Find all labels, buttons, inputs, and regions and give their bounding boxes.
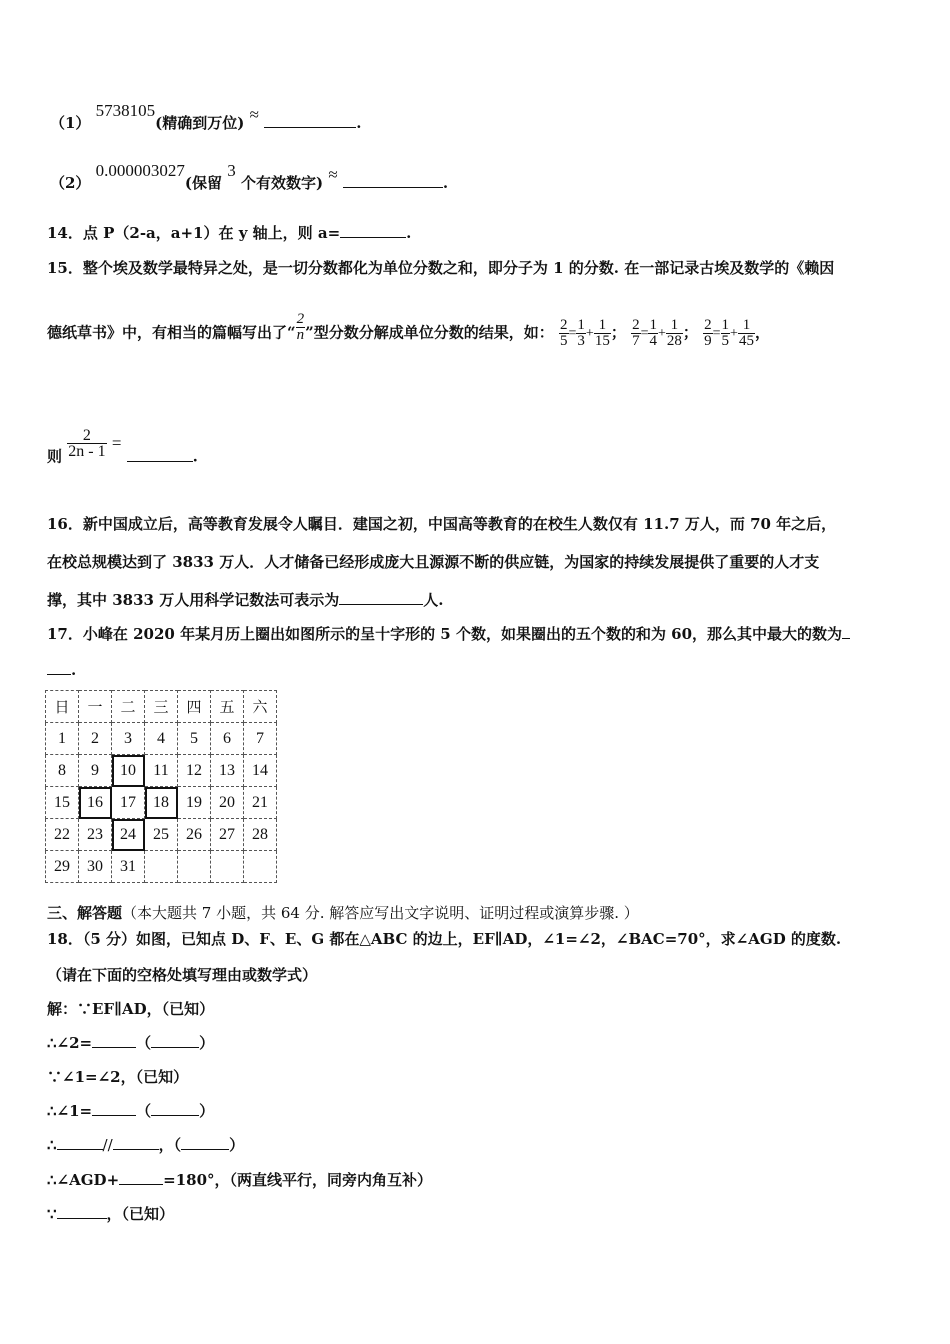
calendar-day: 27 [211,819,244,851]
reason-blank[interactable] [151,1101,199,1116]
section3-heading: 三、解答题（本大题共 7 小题，共 64 分. 解答应写出文字说明、证明过程或演算步骤. ） [47,904,639,922]
q16-line1: 16．新中国成立后，高等教育发展令人瞩目．建国之初，中国高等教育的在校生人数仅有 11.7 万人，而 70 年之后， [47,515,837,533]
q16-line2: 在校总规模达到了 3833 万人．人才储备已经形成庞大且源源不断的供应链，为国家的持续发展提供了重要的人才支 [47,553,820,571]
example-2: $\frac{2}{7}$ = $\frac{1}{4}$ + $\frac{1}{28}$ [632,317,682,349]
calendar-day: 2 [79,723,112,755]
calendar-day: 12 [178,755,211,787]
calendar-day-circled: 24 [112,819,145,851]
calendar-day: 21 [244,787,277,819]
q14: 14．点 P（2-a，a+1）在 y 轴上，则 a= . [47,224,412,242]
q13-number-2: 0.000003027 [95,161,185,180]
calendar-day: 8 [46,755,79,787]
reason-blank[interactable] [181,1135,229,1150]
answer-blank[interactable] [339,590,423,605]
calendar-day: 1 [46,723,79,755]
calendar-row [46,723,277,755]
calendar-day: 19 [178,787,211,819]
calendar-day: 5 [178,723,211,755]
example-3: $\frac{2}{9}$ = $\frac{1}{5}$ + $\frac{1}{45}$ [704,317,754,349]
answer-blank[interactable] [842,624,850,639]
fraction-2-over-n: $\frac{2}{n}$ [296,311,305,343]
calendar-row [46,851,277,883]
q18-step4: ∴∠1= （ ） [47,1102,215,1120]
answer-blank[interactable] [57,1135,103,1150]
answer-blank[interactable] [343,173,443,188]
q15-line1: 15．整个埃及数学最特异之处，是一切分数都化为单位分数之和，即分子为 1 的分数. 在一部记录古埃及数学的《赖因 [47,259,835,277]
answer-blank[interactable] [92,1101,136,1116]
calendar-day: 22 [46,819,79,851]
q18-step3: ∵∠1=∠2，（已知） [47,1068,189,1086]
calendar-row [46,787,277,819]
calendar-day: 4 [145,723,178,755]
calendar-day: 13 [211,755,244,787]
q16-line3: 撑，其中 3833 万人用科学记数法可表示为 人. [47,591,444,609]
q15-line2: 德纸草书》中，有相当的篇幅写出了“ $\frac{2}{n}$ ”型分数分解成单位分数的结果，如： $\frac{2}{5}$ = $\frac{1}{3}$ + $\frac{1}{15}$ ； $\frac{2}{7}$ = $\frac{1}{4}$ + $\frac{1}{28}$ ； $\frac{2}{9}$ = $\frac{1}{5}$ + $\frac{1}{45}$ ， [47,311,770,349]
calendar-day [178,851,211,883]
calendar-day: 15 [46,787,79,819]
q18-step2: ∴∠2= （ ） [47,1034,215,1052]
answer-blank[interactable] [264,113,356,128]
reason-blank[interactable] [151,1033,199,1048]
calendar-header-row [46,691,277,723]
q17-line2: . [47,660,76,679]
calendar-grid [45,690,277,883]
calendar-day: 23 [79,819,112,851]
calendar-day: 20 [211,787,244,819]
q15-line3: 则 $\frac{2}{2n - 1}$ = . [47,427,198,466]
answer-blank[interactable] [127,447,193,462]
weekday-sat: 六 [244,691,277,723]
q18-step6: ∴∠AGD+ =180°，（两直线平行，同旁内角互补） [47,1171,433,1189]
calendar-day: 28 [244,819,277,851]
calendar-day: 9 [79,755,112,787]
calendar-row [46,755,277,787]
calendar-day [211,851,244,883]
calendar-day: 14 [244,755,277,787]
answer-blank[interactable] [113,1135,159,1150]
calendar-day: 3 [112,723,145,755]
calendar-day: 11 [145,755,178,787]
calendar-day: 6 [211,723,244,755]
calendar-day: 31 [112,851,145,883]
calendar-day-circled: 18 [145,787,178,819]
calendar-day: 26 [178,819,211,851]
answer-blank[interactable] [57,1204,107,1219]
q18-step7: ∵ ，（已知） [47,1205,175,1223]
q13-part2: （2） 0.000003027(保留 3 个有效数字) ≈ . [50,161,449,192]
example-1: $\frac{2}{5}$ = $\frac{1}{3}$ + $\frac{1}{15}$ [560,317,610,349]
weekday-fri: 五 [211,691,244,723]
q18-step5: ∴ // ，（ ） [47,1136,245,1154]
q17-line1: 17．小峰在 2020 年某月历上圈出如图所示的呈十字形的 5 个数，如果圈出的五个数的和为 60，那么其中最大的数为 [47,623,850,644]
calendar-day: 29 [46,851,79,883]
q13-number-1: 5738105 [95,101,156,120]
calendar-day [244,851,277,883]
q18-line2: （请在下面的空格处填写理由或数学式） [47,966,318,984]
weekday-mon: 一 [79,691,112,723]
calendar-day: 17 [112,787,145,819]
calendar-day-circled: 16 [79,787,112,819]
weekday-thu: 四 [178,691,211,723]
answer-blank[interactable] [92,1033,136,1048]
calendar-day: 7 [244,723,277,755]
calendar-day [145,851,178,883]
q18-step1: 解：∵EF∥AD，（已知） [47,1000,215,1018]
q18-line1: 18．（5 分）如图，已知点 D、F、E、G 都在△ABC 的边上，EF∥AD，∠1=∠2，∠BAC=70°，求∠AGD 的度数. [47,930,842,948]
answer-blank[interactable] [340,223,406,238]
q13-part1: （1） 5738105(精确到万位) ≈ . [50,101,362,132]
weekday-sun: 日 [46,691,79,723]
fraction-2-over-2n-1: $\frac{2}{2n - 1}$ [68,427,106,460]
answer-blank[interactable] [119,1170,163,1185]
calendar-day: 30 [79,851,112,883]
weekday-tue: 二 [112,691,145,723]
calendar-row [46,819,277,851]
calendar-day: 25 [145,819,178,851]
calendar-day-circled: 10 [112,755,145,787]
weekday-wed: 三 [145,691,178,723]
answer-blank-cont[interactable] [47,660,71,675]
